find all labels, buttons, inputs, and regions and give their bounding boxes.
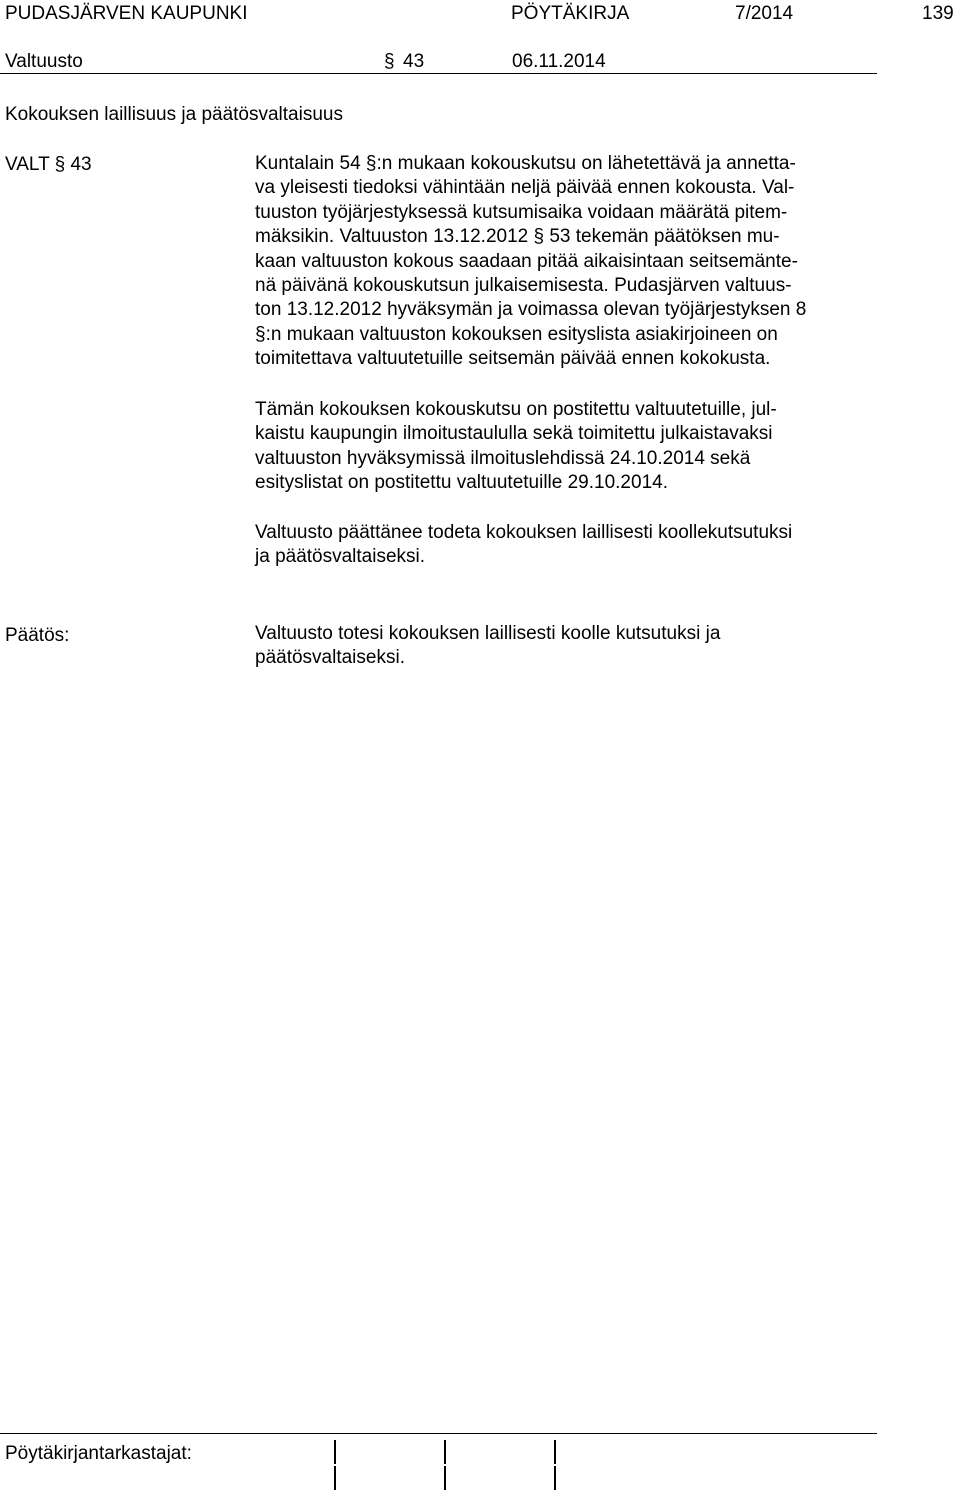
body-name: Valtuusto <box>5 51 83 72</box>
issue-number: 7/2014 <box>735 3 794 24</box>
signature-divider <box>334 1440 336 1464</box>
decision-text <box>255 622 895 671</box>
paragraph-line: esityslistat on postitettu valtuutetuille 29.10.2014. <box>255 472 668 494</box>
decision-line: päätösvaltaiseksi. <box>255 647 405 669</box>
signature-divider <box>334 1466 336 1490</box>
paragraph-line: kaan valtuuston kokous saadaan pitää aikaisintaan seitsemänte- <box>255 250 798 272</box>
page-number: 139 <box>922 3 954 24</box>
paragraph-line: ja päätösvaltaiseksi. <box>255 546 426 568</box>
paragraph-line: nä päivänä kokouskutsun julkaisemisesta. Pudasjärven valtuus- <box>255 275 792 297</box>
minutes-checkers-label: Pöytäkirjantarkastajat: <box>5 1443 192 1464</box>
paragraph-line: §:n mukaan valtuuston kokouksen esityslista asiakirjoineen on <box>255 323 778 345</box>
paragraph-line: va yleisesti tiedoksi vähintään neljä päivää ennen kokousta. Val- <box>255 177 795 199</box>
paragraph-line: ton 13.12.2012 hyväksymän ja voimassa olevan työjärjestyksen 8 <box>255 299 807 321</box>
paragraph-legal-basis <box>255 152 895 372</box>
organization-name: PUDASJÄRVEN KAUPUNKI <box>5 3 248 24</box>
section-title: Kokouksen laillisuus ja päätösvaltaisuus <box>5 104 343 125</box>
footer-divider <box>0 1433 877 1434</box>
section-symbol: § <box>384 51 395 72</box>
section-reference: VALT § 43 <box>5 154 92 175</box>
document-type: PÖYTÄKIRJA <box>511 3 630 24</box>
paragraph-line: Tämän kokouksen kokouskutsu on postitettu valtuutetuille, jul- <box>255 399 777 420</box>
section-number: 43 <box>403 51 425 72</box>
signature-divider <box>554 1466 556 1490</box>
paragraph-line: Valtuusto päättänee todeta kokouksen laillisesti koollekutsutuksi <box>255 522 793 543</box>
paragraph-line: Kuntalain 54 §:n mukaan kokouskutsu on lähetettävä ja annetta- <box>255 153 796 174</box>
decision-label: Päätös: <box>5 625 70 646</box>
paragraph-proposal <box>255 521 895 570</box>
paragraph-line: kaistu kaupungin ilmoitustaululla sekä toimitettu julkaistavaksi <box>255 423 773 445</box>
signature-divider <box>444 1466 446 1490</box>
paragraph-line: toimitettava valtuutetuille seitsemän päivää ennen kokokusta. <box>255 348 771 370</box>
header-divider <box>0 73 877 74</box>
paragraph-line: valtuuston hyväksymissä ilmoituslehdissä 24.10.2014 sekä <box>255 447 751 469</box>
paragraph-invitation-details <box>255 398 895 496</box>
meeting-date: 06.11.2014 <box>512 51 606 72</box>
paragraph-line: tuuston työjärjestyksessä kutsumisaika voidaan määrätä pitem- <box>255 201 788 223</box>
decision-line: Valtuusto totesi kokouksen laillisesti koolle kutsutuksi ja <box>255 623 721 644</box>
signature-divider <box>444 1440 446 1464</box>
signature-divider <box>554 1440 556 1464</box>
paragraph-line: mäksikin. Valtuuston 13.12.2012 § 53 tekemän päätöksen mu- <box>255 226 780 248</box>
